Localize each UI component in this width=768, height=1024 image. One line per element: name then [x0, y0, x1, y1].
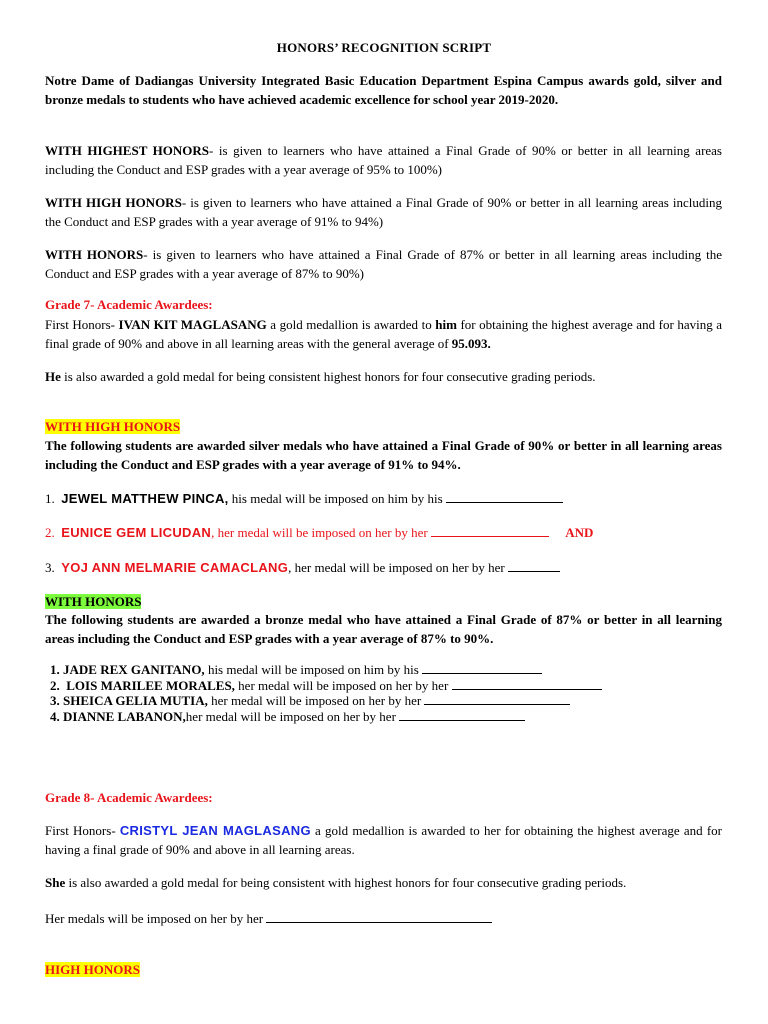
grade8-imposed-line	[45, 910, 492, 927]
def-term: WITH HIGHEST HONORS	[45, 143, 210, 158]
def-highest-honors	[45, 142, 722, 179]
first-honors-prefix: First Honors-	[45, 823, 120, 838]
def-text: - is given to learners who have attained a Final Grade of 87% or better in all learning areas including the Conduct and ESP grades with a year average of 87% to 90%)	[45, 247, 723, 281]
grade7-honors-desc: The following students are awarded a bronze medal who have attained a Final Grade of 87% or better in all learning areas including the Conduct and ESP grades with a year average of 87% to 90%.	[45, 612, 722, 646]
list-number: 2.	[45, 525, 55, 540]
list-item	[45, 559, 560, 576]
grade8-first-honors	[45, 822, 722, 859]
highlighted-label: WITH HIGH HONORS	[45, 419, 181, 434]
list-item	[50, 708, 525, 725]
list-text: his medal will be imposed on him by his	[204, 662, 419, 677]
def-text: - is given to learners who have attained a Final Grade of 90% or better in all learning areas including the Conduct and ESP grades with a year average of 95% to 100%)	[45, 143, 722, 177]
list-text: his medal will be imposed on him by his	[228, 491, 443, 506]
list-number: 4.	[50, 709, 60, 724]
intro-paragraph: Notre Dame of Dadiangas University Integrated Basic Education Department Espina Campus awards gold, silver and bronze medals to students who have achieved academic excellence for school year 2019-2020.	[45, 73, 722, 107]
and-label: AND	[565, 525, 594, 540]
pronoun: him	[435, 317, 457, 332]
def-high-honors	[45, 194, 722, 231]
grade7-also-awarded	[45, 368, 722, 387]
list-text: , her medal will be imposed on her by her	[288, 560, 505, 575]
awardee-name: CRISTYL JEAN MAGLASANG	[119, 823, 311, 838]
highlighted-label: HIGH HONORS	[45, 962, 140, 977]
grade7-honors-label	[45, 593, 722, 612]
awardee-name: LOIS MARILEE MORALES,	[66, 678, 235, 693]
document-title: HONORS’ RECOGNITION SCRIPT	[276, 40, 492, 55]
blank-line	[446, 490, 563, 503]
also-awarded-text: is also awarded a gold medal for being consistent highest honors for four consecutive grading periods.	[60, 369, 596, 384]
list-item	[50, 661, 542, 678]
list-number: 1.	[45, 491, 55, 506]
grade7-high-honors-label	[45, 418, 722, 437]
list-text: , her medal will be imposed on her by her	[211, 525, 428, 540]
list-number: 1.	[50, 662, 60, 677]
awardee-name: SHEICA GELIA MUTIA,	[63, 693, 208, 708]
grade8-also-awarded	[45, 874, 722, 893]
imposed-text: Her medals will be imposed on her by her	[45, 911, 264, 926]
blank-line	[266, 910, 492, 923]
list-text: her medal will be imposed on her by her	[207, 693, 422, 708]
awardee-name: YOJ ANN MELMARIE CAMACLANG	[61, 560, 289, 575]
list-text: her medal will be imposed on her by her	[185, 709, 396, 724]
list-item	[45, 524, 593, 541]
blank-line	[422, 661, 542, 674]
first-honors-text: a gold medallion is awarded to	[266, 317, 436, 332]
list-text: her medal will be imposed on her by her	[234, 678, 449, 693]
list-number: 2.	[50, 678, 60, 693]
list-number: 3.	[45, 560, 55, 575]
def-honors	[45, 246, 722, 283]
first-honors-text: a gold medallion is awarded to her for obtaining the highest average and for having a final grade of 90% and above in all learning areas.	[45, 823, 722, 857]
grade7-heading: Grade 7- Academic Awardees:	[45, 297, 213, 312]
blank-line	[452, 677, 602, 690]
awardee-name: JEWEL MATTHEW PINCA,	[61, 491, 229, 506]
grade7-high-honors-desc: The following students are awarded silver medals who have attained a Final Grade of 90% or better in all learning areas including the Conduct and ESP grades with a year average of 91% to 94%.	[45, 438, 722, 472]
first-honors-prefix: First Honors-	[45, 317, 119, 332]
highlighted-label: WITH HONORS	[45, 594, 142, 609]
awardee-name: EUNICE GEM LICUDAN	[61, 525, 212, 540]
general-average: 95.093.	[451, 335, 491, 351]
awardee-name: DIANNE LABANON,	[63, 709, 186, 724]
list-item	[50, 692, 570, 709]
grade7-first-honors	[45, 316, 722, 353]
list-item	[45, 490, 563, 507]
grade8-high-honors-label	[45, 961, 722, 980]
also-awarded-text: is also awarded a gold medal for being consistent with highest honors for four consecutive grading periods.	[65, 875, 627, 890]
awardee-name: IVAN KIT MAGLASANG	[118, 317, 267, 332]
grade8-heading: Grade 8- Academic Awardees:	[45, 790, 213, 805]
list-number: 3.	[50, 693, 60, 708]
pronoun: He	[45, 369, 61, 384]
def-term: WITH HONORS	[45, 247, 144, 262]
pronoun: She	[45, 875, 66, 890]
awardee-name: JADE REX GANITANO,	[63, 662, 205, 677]
def-term: WITH HIGH HONORS	[45, 195, 182, 210]
first-honors-text: for obtaining the highest average and for having a final grade of 90% and above in all learning areas with the general average of	[45, 317, 723, 351]
blank-line	[508, 559, 560, 572]
blank-line	[399, 708, 525, 721]
blank-line	[424, 692, 570, 705]
blank-line	[431, 524, 549, 537]
def-text: - is given to learners who have attained a Final Grade of 90% or better in all learning areas including the Conduct and ESP grades with a year average of 91% to 94%)	[45, 195, 723, 229]
